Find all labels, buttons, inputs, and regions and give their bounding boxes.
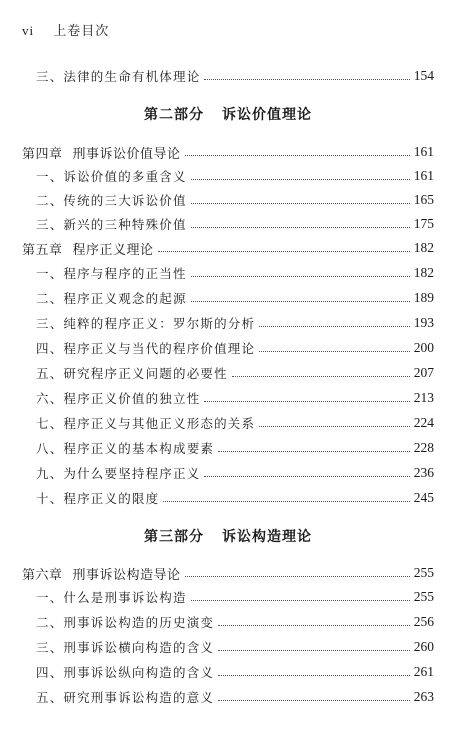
leader-dots: [259, 426, 410, 427]
leader-dots: [218, 625, 410, 626]
toc-entry-title: 三、新兴的三种特殊价值: [36, 217, 187, 232]
toc-entry[interactable]: [22, 488, 434, 508]
toc-entry[interactable]: [22, 463, 434, 483]
leader-dots: [185, 155, 410, 156]
toc-entry-title: 八、程序正义的基本构成要素: [36, 441, 215, 456]
chapter-page: 182: [413, 240, 434, 255]
chapter-title: 刑事诉讼价值导论: [72, 146, 181, 162]
toc-entry[interactable]: [22, 214, 434, 234]
toc-entry-title: 四、刑事诉讼纵向构造的含义: [36, 665, 215, 680]
toc-entry[interactable]: [22, 438, 434, 458]
leader-dots: [218, 700, 410, 701]
page-number-roman: vi: [22, 23, 35, 38]
leader-dots: [191, 276, 410, 277]
toc-entry[interactable]: [22, 288, 434, 308]
toc-entry[interactable]: [22, 388, 434, 408]
part-label: 第三部分: [144, 529, 204, 545]
toc-entry-page: 245: [413, 490, 434, 505]
toc-entry-title: 五、研究程序正义问题的必要性: [36, 366, 228, 381]
leader-dots: [204, 401, 409, 402]
toc-entry-page: 256: [413, 614, 434, 629]
leader-dots: [218, 451, 410, 452]
toc-chapter[interactable]: [22, 142, 434, 162]
toc-entry[interactable]: [22, 338, 434, 358]
part-label: 第二部分: [144, 107, 204, 123]
leader-dots: [163, 501, 409, 502]
volume-toc-title: 上卷目次: [53, 24, 110, 39]
toc-entry[interactable]: [22, 66, 434, 86]
toc-entry-page: 200: [413, 340, 434, 355]
toc-entry[interactable]: [22, 313, 434, 333]
leader-dots: [191, 179, 410, 180]
toc-entry-page: 224: [413, 415, 434, 430]
chapter-page: 255: [413, 565, 434, 580]
toc-entry-title: 五、研究刑事诉讼构造的意义: [36, 690, 215, 705]
leader-dots: [191, 203, 410, 204]
toc-entry-title: 一、程序与程序的正当性: [36, 266, 187, 281]
toc-entry-page: 182: [413, 265, 434, 280]
toc-entry[interactable]: [22, 662, 434, 682]
toc-entry-title: 七、程序正义与其他正义形态的关系: [36, 416, 256, 431]
part-heading: [22, 526, 434, 546]
toc-entry[interactable]: [22, 687, 434, 707]
toc-entry-page: 228: [413, 440, 434, 455]
part-title: 诉讼构造理论: [222, 529, 312, 545]
toc-entry-page: 263: [413, 689, 434, 704]
leader-dots: [191, 227, 410, 228]
toc-entry-page: 261: [413, 664, 434, 679]
toc-entry-page: 236: [413, 465, 434, 480]
toc-entry-title: 三、法律的生命有机体理论: [36, 69, 201, 84]
toc-chapter[interactable]: [22, 238, 434, 258]
toc-entry-title: 三、纯粹的程序正义：罗尔斯的分析: [36, 316, 256, 331]
toc-entry-title: 二、传统的三大诉讼价值: [36, 193, 187, 208]
toc-entry-title: 十、程序正义的限度: [36, 491, 160, 506]
toc-entry[interactable]: [22, 587, 434, 607]
leader-dots: [204, 476, 409, 477]
chapter-title: 程序正义理论: [72, 242, 154, 258]
toc-entry-page: 154: [413, 68, 434, 83]
toc-entry[interactable]: [22, 166, 434, 186]
toc-entry[interactable]: [22, 637, 434, 657]
toc-entry-title: 一、什么是刑事诉讼构造: [36, 590, 187, 605]
part-heading: [22, 104, 434, 124]
leader-dots: [232, 376, 410, 377]
toc-entry-title: 六、程序正义价值的独立性: [36, 391, 201, 406]
toc-entry-page: 255: [413, 589, 434, 604]
toc-entry-page: 165: [413, 192, 434, 207]
leader-dots: [191, 600, 410, 601]
leader-dots: [158, 251, 410, 252]
leader-dots: [218, 675, 410, 676]
toc-entry-page: 213: [413, 390, 434, 405]
toc-entry[interactable]: [22, 413, 434, 433]
chapter-title: 刑事诉讼构造导论: [72, 567, 181, 583]
toc-entry-page: 207: [413, 365, 434, 380]
toc-entry[interactable]: [22, 363, 434, 383]
toc-entry-title: 三、刑事诉讼横向构造的含义: [36, 640, 215, 655]
toc-entry-title: 九、为什么要坚持程序正义: [36, 466, 201, 481]
leader-dots: [191, 301, 410, 302]
toc-entry-page: 260: [413, 639, 434, 654]
leader-dots: [218, 650, 410, 651]
toc-entry-page: 161: [413, 168, 434, 183]
part-title: 诉讼价值理论: [222, 107, 312, 123]
chapter-label: 第五章: [22, 242, 63, 258]
leader-dots: [204, 79, 409, 80]
toc-entry-page: 193: [413, 315, 434, 330]
running-header: [22, 20, 109, 39]
toc-entry[interactable]: [22, 263, 434, 283]
toc-chapter[interactable]: [22, 563, 434, 583]
leader-dots: [259, 326, 410, 327]
chapter-label: 第六章: [22, 567, 63, 583]
toc-entry-title: 二、刑事诉讼构造的历史演变: [36, 615, 215, 630]
toc-entry-title: 四、程序正义与当代的程序价值理论: [36, 341, 256, 356]
toc-entry-title: 二、程序正义观念的起源: [36, 291, 187, 306]
leader-dots: [185, 576, 410, 577]
chapter-page: 161: [413, 144, 434, 159]
toc-entry[interactable]: [22, 190, 434, 210]
toc-entry-title: 一、诉讼价值的多重含义: [36, 169, 187, 184]
leader-dots: [259, 351, 410, 352]
toc-entry-page: 189: [413, 290, 434, 305]
chapter-label: 第四章: [22, 146, 63, 162]
toc-entry-page: 175: [413, 216, 434, 231]
toc-entry[interactable]: [22, 612, 434, 632]
